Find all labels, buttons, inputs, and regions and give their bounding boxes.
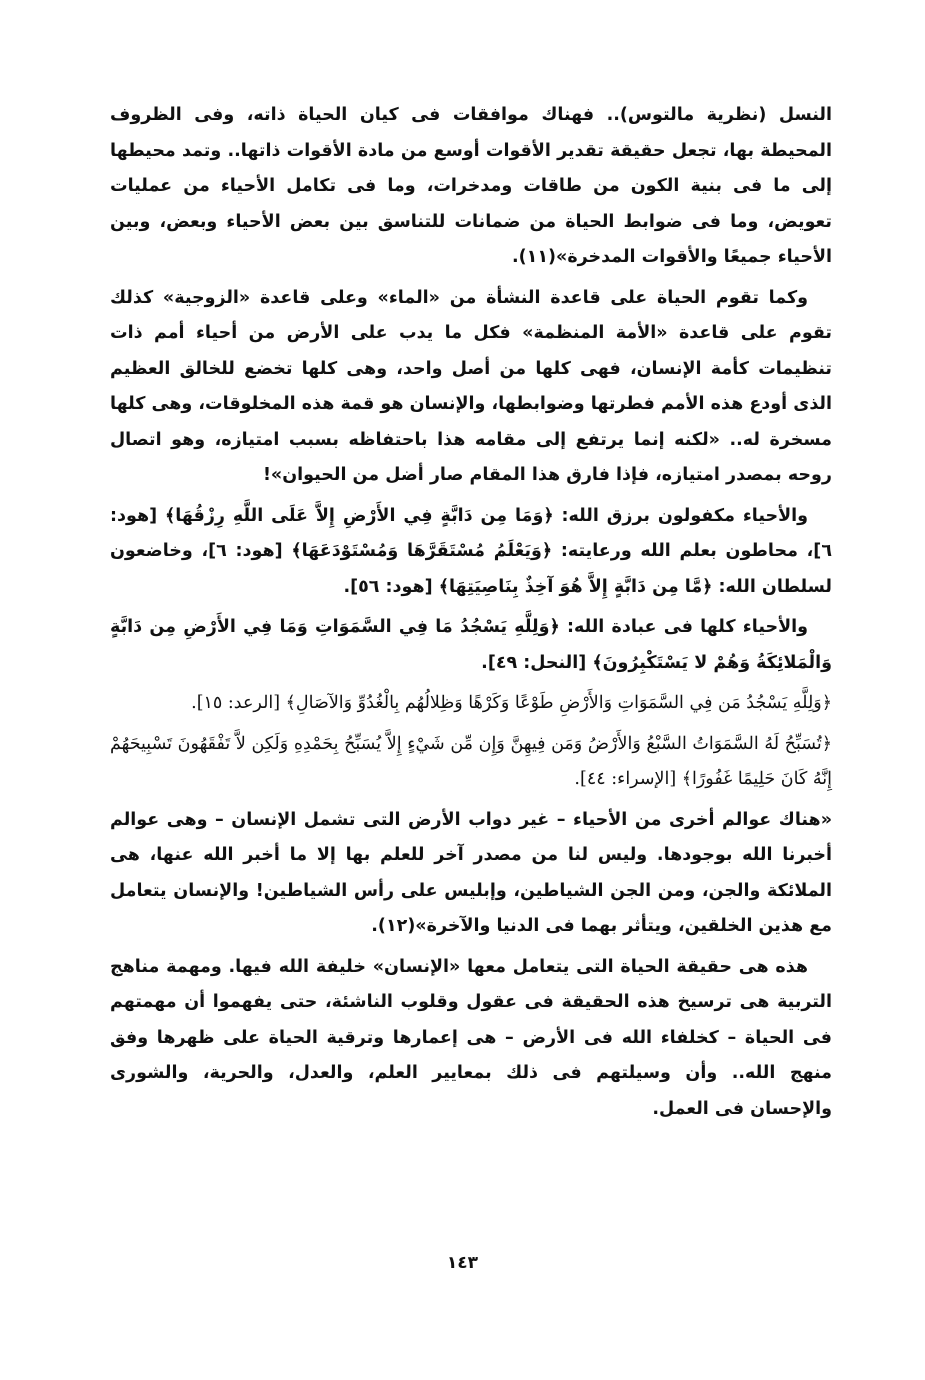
page-body xyxy=(110,98,832,1132)
paragraph-6: هذه هى حقيقة الحياة التى يتعامل معها «الإنسان» خليفة الله فيها. ومهمة مناهج التربية هى ترسيخ هذه الحقيقة فى عقول وقلوب الناشئة، حتى يفهموا أن مهمتهم فى الحياة – كخلفاء الله فى الأرض – هى إعمارها وترقية الحياة على ظهرها وفق منهج الله.. وأن وسيلتهم فى ذلك بمعايير العلم، والعدل، والحرية، والشورى والإحسان فى العمل. xyxy=(110,956,832,1119)
page-number: ١٤٣ xyxy=(446,1253,479,1273)
paragraph-1: النسل (نظرية مالتوس).. فهناك موافقات فى كيان الحياة ذاته، وفى الظروف المحيطة بها، تجعل حقيقة تقدير الأقوات أوسع من مادة الأقوات ذاتها.. وتمد محيطها إلى ما فى بنية الكون من طاقات ومدخرات، وما فى تكامل الأحياء من عمليات تعويض، وما فى ضوابط الحياة من ضمانات للتناسق بين بعض الأحياء وبعض، وبين الأحياء جميعًا والأقوات المدخرة»(١١). xyxy=(110,105,832,267)
paragraph-4: والأحياء كلها فى عبادة الله: ﴿وَلِلَّهِ يَسْجُدُ مَا فِي السَّمَوَاتِ وَمَا فِي الأَرْضِ مِن دَابَّةٍ وَالْمَلائِكَةُ وَهُمْ لا يَسْتَكْبِرُونَ﴾ [النحل: ٤٩]. xyxy=(110,617,832,673)
paragraph-5: «هناك عوالم أخرى من الأحياء – غير دواب الأرض التى تشمل الإنسان – وهى عوالم أخبرنا الله بوجودها. وليس لنا من مصدر آخر للعلم بها إلا ما أخبر الله عنها، هى الملائكة والجن، ومن الجن الشياطين، وإبليس على رأس الشياطين! والإنسان يتعامل مع هذين الخلقين، ويتأثر بهما فى الدنيا والآخرة»(١٢). xyxy=(110,809,832,936)
verse-isra: ﴿تُسَبِّحُ لَهُ السَّمَوَاتُ السَّبْعُ وَالأَرْضُ وَمَن فِيهِنَّ وَإِن مِّن شَيْءٍ إِلاَّ يُسَبِّحُ بِحَمْدِهِ وَلَكِن لاَّ تَفْقَهُونَ تَسْبِيحَهُمْ إِنَّهُ كَانَ حَلِيمًا غَفُورًا﴾ [الإسراء: ٤٤]. xyxy=(110,733,832,789)
verse-ra-d: ﴿وَلِلَّهِ يَسْجُدُ مَن فِي السَّمَوَاتِ وَالأَرْضِ طَوْعًا وَكَرْهًا وَظِلالُهُم بِالْغُدُوِّ وَالآصَالِ﴾ [الرعد: ١٥]. xyxy=(191,693,832,713)
paragraph-3: والأحياء مكفولون برزق الله: ﴿وَمَا مِن دَابَّةٍ فِي الأَرْضِ إِلاَّ عَلَى اللَّهِ رِزْقُهَا﴾ [هود: ٦]، محاطون بعلم الله ورعايته: ﴿وَيَعْلَمُ مُسْتَقَرَّهَا وَمُسْتَوْدَعَهَا﴾ [هود: ٦]، وخاضعون لسلطان الله: ﴿مَّا مِن دَابَّةٍ إِلاَّ هُوَ آخِذٌ بِنَاصِيَتِهَا﴾ [هود: ٥٦]. xyxy=(110,505,832,597)
paragraph-2: وكما تقوم الحياة على قاعدة النشأة من «الماء» وعلى قاعدة «الزوجية» كذلك تقوم على قاعدة «الأمة المنظمة» فكل ما يدب على الأرض من أحياء أمم ذات تنظيمات كأمة الإنسان، فهى كلها من أصل واحد، وهى كلها تخضع للخالق العظيم الذى أودع هذه الأمم فطرتها وضوابطها، والإنسان هو قمة هذه المخلوقات، وهى كلها مسخرة له.. «لكنه إنما يرتفع إلى مقامه هذا باحتفاظه بسبب امتيازه، وهو اتصال روحه بمصدر امتيازه، فإذا فارق هذا المقام صار أضل من الحيوان»! xyxy=(110,287,832,485)
